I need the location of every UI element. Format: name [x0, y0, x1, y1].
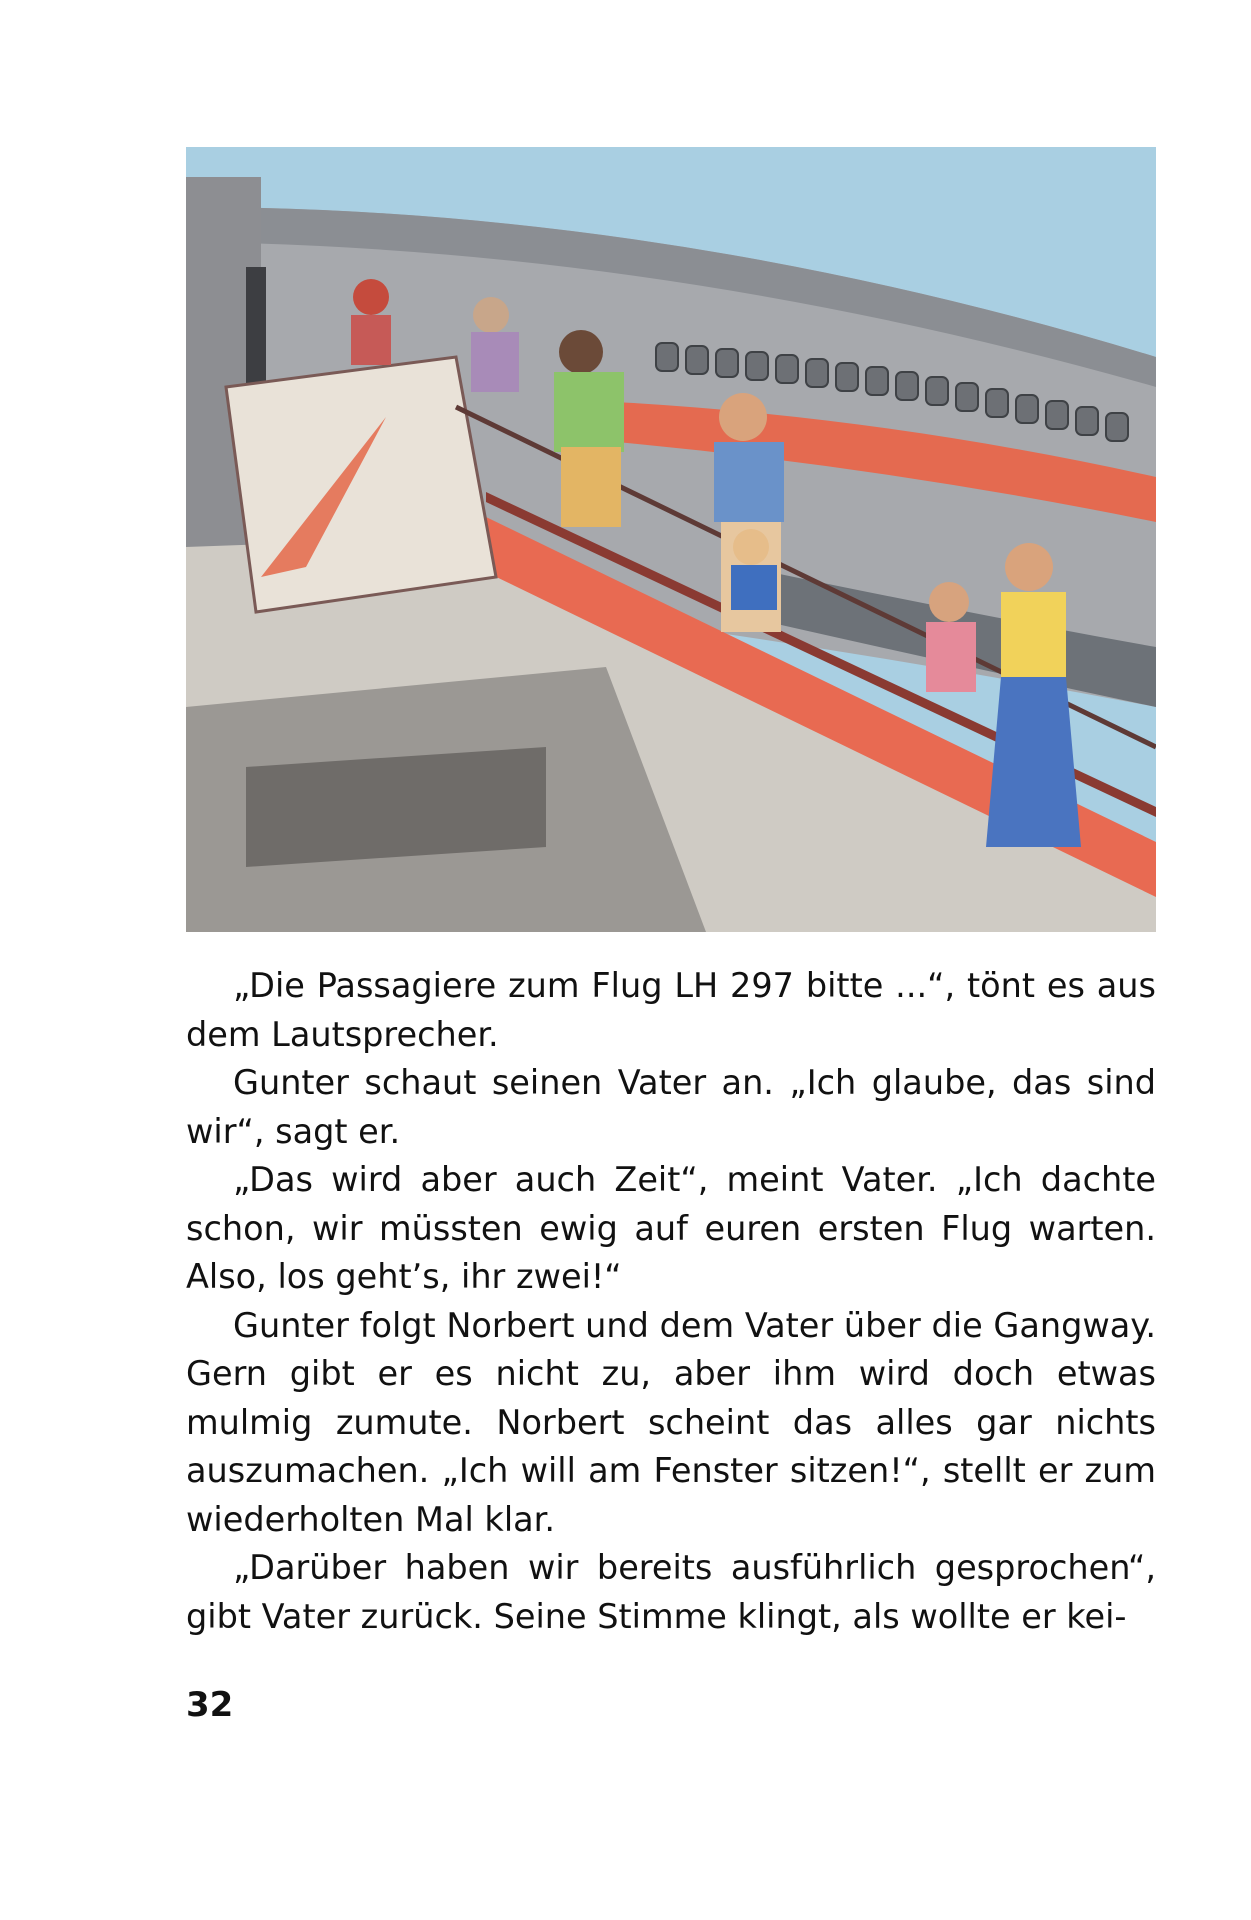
- paragraph-4: Gunter folgt Norbert und dem Vater über die Gangway. Gern gibt er es nicht zu, aber ihm wird doch etwas mulmig zumute. Norbert scheint das alles gar nichts auszumachen. „Ich will am Fenster sitzen!“, stellt er zum wiederholten Mal klar.: [186, 1305, 1156, 1539]
- story-text: [186, 962, 1156, 1641]
- paragraph-2: Gunter schaut seinen Vater an. „Ich glaube, das sind wir“, sagt er.: [186, 1063, 1156, 1151]
- paragraph-3: „Das wird aber auch Zeit“, meint Vater. „Ich dachte schon, wir müssten ewig auf euren ersten Flug warten. Also, los geht’s, ihr zwei!“: [186, 1160, 1156, 1296]
- page-number: 32: [186, 1685, 234, 1725]
- paragraph-5: „Darüber haben wir bereits ausführlich gesprochen“, gibt Vater zurück. Seine Stimme klingt, als wollte er kei-: [186, 1548, 1156, 1636]
- boarding-stairs-illustration: [186, 147, 1156, 932]
- boarding-stairs-illustration-icon: [186, 147, 1156, 932]
- paragraph-1: „Die Passagiere zum Flug LH 297 bitte ...“, tönt es aus dem Lautsprecher.: [186, 966, 1156, 1054]
